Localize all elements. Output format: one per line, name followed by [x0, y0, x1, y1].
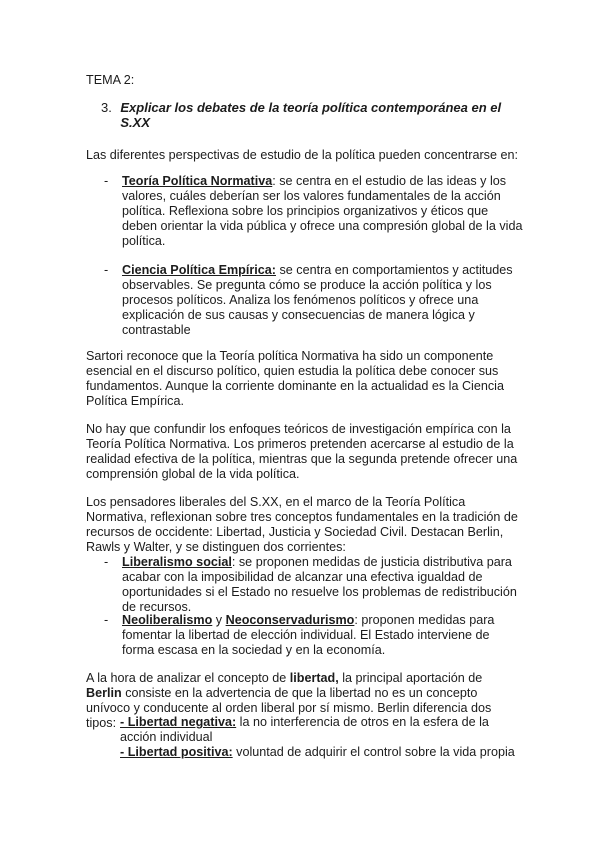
- term-neoconservadurismo: Neoconservadurismo: [225, 613, 355, 627]
- berlin-paragraph: A la hora de analizar el concepto de libertad, la principal aportación de Berlin consiste en la advertencia de que la libertad no es un concepto unívoco y conducente al orden liberal por sí mismo. Berlin diferencia dos tipos:: [86, 671, 492, 730]
- bold-berlin: Berlin: [86, 686, 122, 700]
- libertad-positiva-label: - Libertad positiva:: [120, 745, 233, 759]
- normativa-text: : se centra en el estudio de las ideas y los valores, cuáles deberían ser los valores fundamentales de la acción política. Reflexiona sobre los principios organizativos y éticos que deben orientar la vida pública y ofrece una compresión global de la vida política.: [122, 174, 523, 248]
- heading-text: Explicar los debates de la teoría política contemporánea en el S.XX: [120, 100, 502, 130]
- libertad-negativa: [120, 715, 525, 745]
- liberales-paragraph: Los pensadores liberales del S.XX, en el marco de la Teoría Política Normativa, reflexionan sobre tres conceptos fundamentales en la tradición de recursos de occidente: Libertad, Justicia y Sociedad Civil. Destacan Berlin, Rawls y Walter, y se distinguen dos corrientes:: [86, 495, 518, 554]
- topic-label: TEMA 2:: [86, 73, 135, 87]
- libertad-negativa-text: la no interferencia de otros en la esfera de la acción individual: [120, 715, 489, 744]
- term-empirica: Ciencia Política Empírica:: [122, 263, 276, 277]
- bullet-normativa: [104, 174, 524, 249]
- bullet-dash: -: [104, 555, 109, 569]
- libertad-positiva-text: voluntad de adquirir el control sobre la vida propia: [232, 745, 515, 759]
- heading-number: 3.: [101, 100, 112, 115]
- bold-libertad: libertad,: [289, 671, 339, 685]
- libertad-negativa-label: - Libertad negativa:: [120, 715, 237, 729]
- term-liberalismo-social: Liberalismo social: [122, 555, 232, 569]
- libertad-positiva: [120, 745, 525, 760]
- empirica-text: se centra en comportamientos y actitudes observables. Se pregunta cómo se produce la acción política y los procesos políticos. Analiza los fenómenos políticos y ofrece una explicación de sus causas y consecuencias de manera lógica y contrastable: [122, 263, 513, 337]
- bullet-liberalismo-social: [104, 555, 524, 615]
- term-normativa: Teoría Política Normativa: [122, 174, 273, 188]
- bullet-neoliberalismo: [104, 613, 524, 658]
- bullet-empirica: [104, 263, 524, 338]
- intro-paragraph: Las diferentes perspectivas de estudio de la política pueden concentrarse en:: [86, 148, 518, 162]
- confundir-paragraph: No hay que confundir los enfoques teóricos de investigación empírica con la Teoría Política Normativa. Los primeros pretenden acercarse al estudio de la realidad efectiva de la política, mientras que la segunda pretende ofrecer una comprensión global de la vida política.: [86, 422, 518, 481]
- term-neoliberalismo: Neoliberalismo: [122, 613, 213, 627]
- connector-y: y: [212, 613, 226, 627]
- sartori-paragraph: Sartori reconoce que la Teoría política Normativa ha sido un componente esencial en el discurso político, quien estudia la política debe conocer sus fundamentos. Aunque la corriente dominante en la actualidad es la Ciencia Política Empírica.: [86, 349, 504, 408]
- bullet-dash: -: [104, 263, 109, 277]
- bullet-dash: -: [104, 174, 109, 188]
- section-heading: [101, 100, 521, 130]
- liberalismo-social-text: : se proponen medidas de justicia distributiva para acabar con la imposibilidad de alcanzar una efectiva igualdad de oportunidades si el Estado no resuelve los problemas de redistribución de recursos.: [122, 555, 517, 614]
- neoliberalismo-text: : proponen medidas para fomentar la libertad de elección individual. El Estado interviene de forma escasa en la sociedad y en la economía.: [122, 613, 495, 657]
- bullet-dash: -: [104, 613, 109, 627]
